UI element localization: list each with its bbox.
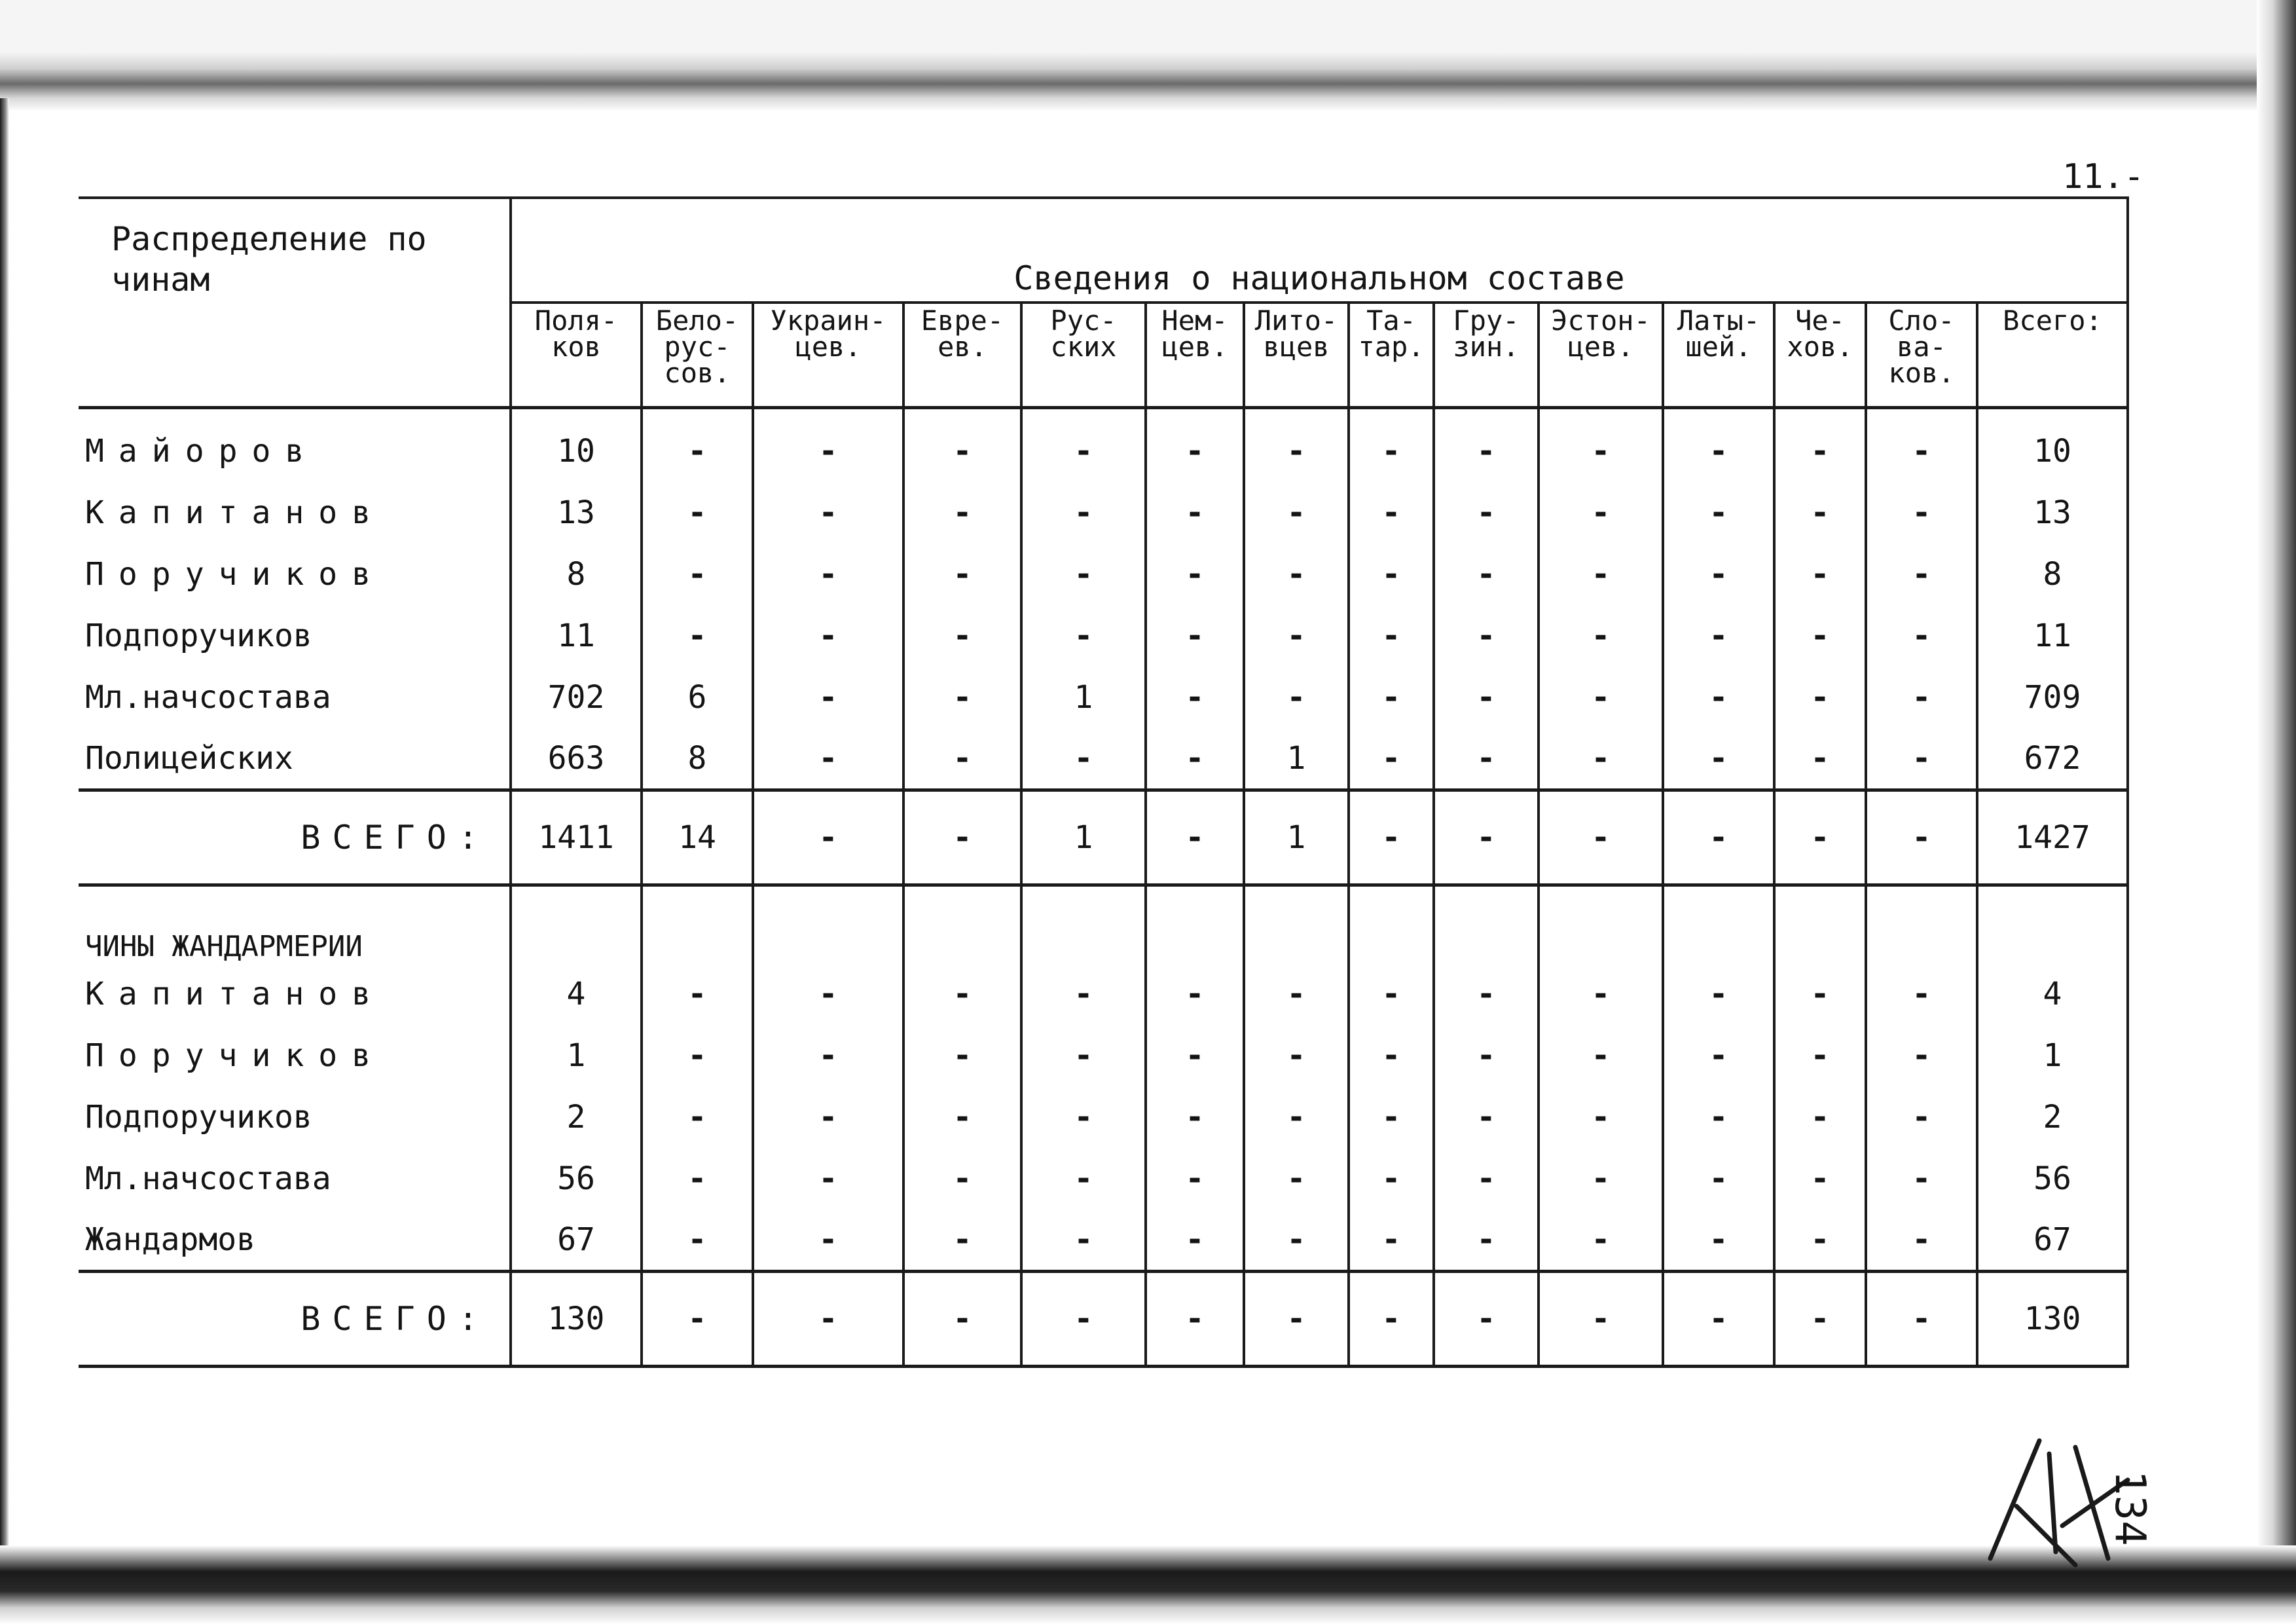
- cell-estonians: -: [1539, 482, 1663, 544]
- page-number: 11.-: [2062, 157, 2145, 196]
- cell-slovaks: -: [1866, 728, 1977, 790]
- cell-poles: 56: [511, 1148, 642, 1209]
- cell-ukrainians: -: [753, 1086, 903, 1148]
- cell-total: 709: [1977, 667, 2128, 728]
- total-cell-georgians: -: [1434, 1271, 1539, 1366]
- total-cell-slovaks: -: [1866, 790, 1977, 885]
- cell-poles: 702: [511, 667, 642, 728]
- row-label: Мл.начсостава: [85, 1160, 331, 1197]
- total-cell-total: 1427: [1977, 790, 2128, 885]
- cell-ukrainians: -: [753, 482, 903, 544]
- empty-cell: [1434, 885, 1539, 963]
- cell-ukrainians: -: [753, 605, 903, 667]
- column-header-tatars: Та- тар.: [1349, 303, 1434, 407]
- cell-poles: 2: [511, 1086, 642, 1148]
- cell-latvians: -: [1663, 1148, 1774, 1209]
- cell-czechs: -: [1774, 1086, 1866, 1148]
- cell-jews: -: [903, 1209, 1021, 1271]
- cell-russians: -: [1021, 1086, 1146, 1148]
- cell-lithuanians: -: [1244, 963, 1349, 1025]
- total-cell-czechs: -: [1774, 790, 1866, 885]
- cell-jews: -: [903, 963, 1021, 1025]
- empty-cell: [1244, 885, 1349, 963]
- cell-tatars: -: [1349, 420, 1434, 482]
- cell-jews: -: [903, 544, 1021, 605]
- cell-georgians: -: [1434, 1086, 1539, 1148]
- cell-russians: -: [1021, 605, 1146, 667]
- cell-czechs: -: [1774, 1148, 1866, 1209]
- cell-ukrainians: -: [753, 544, 903, 605]
- cell-georgians: -: [1434, 1209, 1539, 1271]
- cell-russians: -: [1021, 482, 1146, 544]
- cell-germans: -: [1146, 544, 1244, 605]
- cell-czechs: -: [1774, 728, 1866, 790]
- empty-cell: [1349, 885, 1434, 963]
- cell-georgians: -: [1434, 1025, 1539, 1086]
- cell-georgians: -: [1434, 482, 1539, 544]
- cell-georgians: -: [1434, 667, 1539, 728]
- total-label: ВСЕГО:: [79, 1271, 511, 1366]
- cell-russians: -: [1021, 1025, 1146, 1086]
- cell-czechs: -: [1774, 420, 1866, 482]
- total-cell-belarusians: -: [642, 1271, 753, 1366]
- spacer-cell: [1866, 407, 1977, 420]
- cell-total: 4: [1977, 963, 2128, 1025]
- row-label: Полицейских: [85, 739, 293, 777]
- cell-ukrainians: -: [753, 1025, 903, 1086]
- table-row: [79, 1025, 2128, 1086]
- row-label: Майоров: [85, 433, 319, 470]
- total-cell-tatars: -: [1349, 1271, 1434, 1366]
- cell-russians: -: [1021, 1148, 1146, 1209]
- total-cell-estonians: -: [1539, 1271, 1663, 1366]
- cell-tatars: -: [1349, 963, 1434, 1025]
- cell-ukrainians: -: [753, 420, 903, 482]
- cell-russians: -: [1021, 1209, 1146, 1271]
- spacer-cell: [511, 407, 642, 420]
- cell-estonians: -: [1539, 1148, 1663, 1209]
- total-cell-russians: -: [1021, 1271, 1146, 1366]
- cell-germans: -: [1146, 1025, 1244, 1086]
- spacer-cell: [1977, 407, 2128, 420]
- cell-slovaks: -: [1866, 1025, 1977, 1086]
- spacer-cell: [1146, 407, 1244, 420]
- cell-tatars: -: [1349, 482, 1434, 544]
- cell-lithuanians: -: [1244, 482, 1349, 544]
- cell-germans: -: [1146, 420, 1244, 482]
- cell-slovaks: -: [1866, 1209, 1977, 1271]
- cell-russians: -: [1021, 420, 1146, 482]
- column-header-russians: Рус- ских: [1021, 303, 1146, 407]
- cell-latvians: -: [1663, 544, 1774, 605]
- empty-cell: [1663, 885, 1774, 963]
- cell-latvians: -: [1663, 420, 1774, 482]
- cell-georgians: -: [1434, 1148, 1539, 1209]
- spacer-cell: [903, 407, 1021, 420]
- cell-tatars: -: [1349, 1148, 1434, 1209]
- cell-jews: -: [903, 667, 1021, 728]
- total-cell-lithuanians: 1: [1244, 790, 1349, 885]
- cell-tatars: -: [1349, 544, 1434, 605]
- cell-total: 11: [1977, 605, 2128, 667]
- cell-russians: -: [1021, 544, 1146, 605]
- row-heading: Распределение по чинам: [79, 198, 511, 407]
- empty-cell: [642, 885, 753, 963]
- cell-lithuanians: 1: [1244, 728, 1349, 790]
- total-cell-germans: -: [1146, 1271, 1244, 1366]
- column-header-germans: Нем- цев.: [1146, 303, 1244, 407]
- cell-jews: -: [903, 482, 1021, 544]
- cell-lithuanians: -: [1244, 1148, 1349, 1209]
- cell-russians: -: [1021, 728, 1146, 790]
- spacer-row: [79, 407, 2128, 420]
- table-row: [79, 728, 2128, 790]
- total-row: [79, 790, 2128, 885]
- gendarmerie-heading: ЧИНЫ ЖАНДАРМЕРИИ: [85, 930, 363, 963]
- table-row: [79, 605, 2128, 667]
- total-cell-poles: 130: [511, 1271, 642, 1366]
- cell-poles: 8: [511, 544, 642, 605]
- row-label: Подпоручиков: [85, 618, 312, 654]
- cell-latvians: -: [1663, 963, 1774, 1025]
- cell-czechs: -: [1774, 544, 1866, 605]
- cell-latvians: -: [1663, 728, 1774, 790]
- cell-lithuanians: -: [1244, 667, 1349, 728]
- row-label: Жандармов: [85, 1221, 256, 1258]
- cell-jews: -: [903, 420, 1021, 482]
- section-heading-row: [79, 885, 2128, 963]
- cell-ukrainians: -: [753, 728, 903, 790]
- cell-slovaks: -: [1866, 667, 1977, 728]
- table-row: [79, 1209, 2128, 1271]
- cell-latvians: -: [1663, 1086, 1774, 1148]
- cell-czechs: -: [1774, 482, 1866, 544]
- table-row: [79, 1148, 2128, 1209]
- cell-total: 56: [1977, 1148, 2128, 1209]
- total-cell-russians: 1: [1021, 790, 1146, 885]
- empty-cell: [903, 885, 1021, 963]
- cell-czechs: -: [1774, 605, 1866, 667]
- cell-ukrainians: -: [753, 963, 903, 1025]
- scan-top-edge: [0, 0, 2296, 111]
- row-label: Поручиков: [85, 556, 386, 593]
- cell-belarusians: -: [642, 1209, 753, 1271]
- cell-ukrainians: -: [753, 1209, 903, 1271]
- cell-czechs: -: [1774, 1209, 1866, 1271]
- total-cell-czechs: -: [1774, 1271, 1866, 1366]
- cell-estonians: -: [1539, 605, 1663, 667]
- column-header-estonians: Эстон- цев.: [1539, 303, 1663, 407]
- table-row: [79, 667, 2128, 728]
- cell-jews: -: [903, 1148, 1021, 1209]
- cell-ukrainians: -: [753, 667, 903, 728]
- total-cell-ukrainians: -: [753, 1271, 903, 1366]
- cell-lithuanians: -: [1244, 1086, 1349, 1148]
- row-label: Подпоручиков: [85, 1099, 312, 1135]
- cell-latvians: -: [1663, 667, 1774, 728]
- scan-left-edge: [0, 98, 9, 1624]
- column-header-poles: Поля- ков: [511, 303, 642, 407]
- column-header-total: Всего:: [1977, 303, 2128, 407]
- cell-germans: -: [1146, 482, 1244, 544]
- cell-georgians: -: [1434, 963, 1539, 1025]
- total-label: ВСЕГО:: [79, 790, 511, 885]
- cell-poles: 4: [511, 963, 642, 1025]
- cell-belarusians: -: [642, 420, 753, 482]
- table-row: [79, 963, 2128, 1025]
- total-cell-poles: 1411: [511, 790, 642, 885]
- spacer-cell: [1349, 407, 1434, 420]
- cell-slovaks: -: [1866, 605, 1977, 667]
- sheet-number: 134: [2105, 1470, 2154, 1546]
- spacer-cell: [1663, 407, 1774, 420]
- row-label: Капитанов: [85, 494, 386, 531]
- column-header-slovaks: Сло- ва- ков.: [1866, 303, 1977, 407]
- empty-cell: [1021, 885, 1146, 963]
- cell-belarusians: -: [642, 1025, 753, 1086]
- cell-estonians: -: [1539, 667, 1663, 728]
- cell-estonians: -: [1539, 728, 1663, 790]
- cell-estonians: -: [1539, 1025, 1663, 1086]
- cell-total: 8: [1977, 544, 2128, 605]
- cell-poles: 11: [511, 605, 642, 667]
- cell-poles: 1: [511, 1025, 642, 1086]
- total-cell-total: 130: [1977, 1271, 2128, 1366]
- cell-jews: -: [903, 1086, 1021, 1148]
- row-label: Капитанов: [85, 976, 386, 1012]
- empty-cell: [1977, 885, 2128, 963]
- table-row: [79, 1086, 2128, 1148]
- cell-latvians: -: [1663, 1209, 1774, 1271]
- spacer-cell: [79, 407, 511, 420]
- cell-poles: 663: [511, 728, 642, 790]
- cell-lithuanians: -: [1244, 1025, 1349, 1086]
- empty-cell: [1774, 885, 1866, 963]
- cell-poles: 13: [511, 482, 642, 544]
- cell-belarusians: -: [642, 605, 753, 667]
- row-label: Поручиков: [85, 1037, 386, 1074]
- total-cell-estonians: -: [1539, 790, 1663, 885]
- spacer-cell: [753, 407, 903, 420]
- cell-jews: -: [903, 1025, 1021, 1086]
- cell-czechs: -: [1774, 667, 1866, 728]
- cell-tatars: -: [1349, 667, 1434, 728]
- cell-czechs: -: [1774, 1025, 1866, 1086]
- cell-latvians: -: [1663, 605, 1774, 667]
- cell-jews: -: [903, 728, 1021, 790]
- column-header-lithuanians: Лито- вцев: [1244, 303, 1349, 407]
- cell-lithuanians: -: [1244, 420, 1349, 482]
- total-cell-germans: -: [1146, 790, 1244, 885]
- cell-lithuanians: -: [1244, 1209, 1349, 1271]
- cell-poles: 67: [511, 1209, 642, 1271]
- cell-russians: 1: [1021, 667, 1146, 728]
- cell-total: 10: [1977, 420, 2128, 482]
- total-cell-jews: -: [903, 790, 1021, 885]
- cell-total: 1: [1977, 1025, 2128, 1086]
- cell-estonians: -: [1539, 420, 1663, 482]
- empty-cell: [1146, 885, 1244, 963]
- empty-cell: [753, 885, 903, 963]
- group-heading: Сведения о национальном составе: [511, 198, 2128, 303]
- column-header-georgians: Гру- зин.: [1434, 303, 1539, 407]
- cell-belarusians: -: [642, 544, 753, 605]
- table-row: [79, 544, 2128, 605]
- cell-slovaks: -: [1866, 482, 1977, 544]
- column-header-jews: Евре- ев.: [903, 303, 1021, 407]
- cell-slovaks: -: [1866, 1086, 1977, 1148]
- table-row: [79, 420, 2128, 482]
- cell-total: 13: [1977, 482, 2128, 544]
- total-cell-latvians: -: [1663, 790, 1774, 885]
- total-cell-belarusians: 14: [642, 790, 753, 885]
- empty-cell: [511, 885, 642, 963]
- spacer-cell: [1774, 407, 1866, 420]
- cell-belarusians: -: [642, 963, 753, 1025]
- cell-total: 672: [1977, 728, 2128, 790]
- national-composition-table: [79, 196, 2129, 1368]
- cell-germans: -: [1146, 1209, 1244, 1271]
- cell-slovaks: -: [1866, 544, 1977, 605]
- total-row: [79, 1271, 2128, 1366]
- total-cell-ukrainians: -: [753, 790, 903, 885]
- empty-cell: [1539, 885, 1663, 963]
- cell-jews: -: [903, 605, 1021, 667]
- total-cell-latvians: -: [1663, 1271, 1774, 1366]
- cell-tatars: -: [1349, 728, 1434, 790]
- total-cell-slovaks: -: [1866, 1271, 1977, 1366]
- cell-czechs: -: [1774, 963, 1866, 1025]
- cell-tatars: -: [1349, 1086, 1434, 1148]
- column-header-ukrainians: Украин- цев.: [753, 303, 903, 407]
- cell-estonians: -: [1539, 1086, 1663, 1148]
- empty-cell: [1866, 885, 1977, 963]
- cell-germans: -: [1146, 667, 1244, 728]
- cell-slovaks: -: [1866, 1148, 1977, 1209]
- cell-belarusians: -: [642, 482, 753, 544]
- column-header-belarusians: Бело- рус- сов.: [642, 303, 753, 407]
- spacer-cell: [1244, 407, 1349, 420]
- cell-latvians: -: [1663, 482, 1774, 544]
- cell-lithuanians: -: [1244, 605, 1349, 667]
- cell-germans: -: [1146, 1148, 1244, 1209]
- column-header-latvians: Латы- шей.: [1663, 303, 1774, 407]
- cell-slovaks: -: [1866, 963, 1977, 1025]
- row-label: Мл.начсостава: [85, 679, 331, 716]
- spacer-cell: [1539, 407, 1663, 420]
- cell-poles: 10: [511, 420, 642, 482]
- cell-tatars: -: [1349, 1025, 1434, 1086]
- cell-tatars: -: [1349, 1209, 1434, 1271]
- cell-estonians: -: [1539, 544, 1663, 605]
- cell-belarusians: -: [642, 1086, 753, 1148]
- cell-belarusians: 6: [642, 667, 753, 728]
- cell-germans: -: [1146, 605, 1244, 667]
- cell-total: 2: [1977, 1086, 2128, 1148]
- cell-georgians: -: [1434, 605, 1539, 667]
- cell-estonians: -: [1539, 963, 1663, 1025]
- spacer-cell: [1021, 407, 1146, 420]
- cell-slovaks: -: [1866, 420, 1977, 482]
- cell-total: 67: [1977, 1209, 2128, 1271]
- cell-tatars: -: [1349, 605, 1434, 667]
- column-header-czechs: Че- хов.: [1774, 303, 1866, 407]
- total-cell-tatars: -: [1349, 790, 1434, 885]
- cell-estonians: -: [1539, 1209, 1663, 1271]
- scan-right-edge: [2257, 0, 2296, 1624]
- total-cell-jews: -: [903, 1271, 1021, 1366]
- cell-belarusians: -: [642, 1148, 753, 1209]
- cell-lithuanians: -: [1244, 544, 1349, 605]
- table-row: [79, 482, 2128, 544]
- cell-germans: -: [1146, 1086, 1244, 1148]
- total-cell-lithuanians: -: [1244, 1271, 1349, 1366]
- cell-georgians: -: [1434, 544, 1539, 605]
- cell-georgians: -: [1434, 728, 1539, 790]
- total-cell-georgians: -: [1434, 790, 1539, 885]
- spacer-cell: [642, 407, 753, 420]
- cell-georgians: -: [1434, 420, 1539, 482]
- cell-latvians: -: [1663, 1025, 1774, 1086]
- cell-belarusians: 8: [642, 728, 753, 790]
- spacer-cell: [1434, 407, 1539, 420]
- cell-ukrainians: -: [753, 1148, 903, 1209]
- scan-bottom-edge: [0, 1545, 2296, 1624]
- cell-germans: -: [1146, 963, 1244, 1025]
- cell-germans: -: [1146, 728, 1244, 790]
- cell-russians: -: [1021, 963, 1146, 1025]
